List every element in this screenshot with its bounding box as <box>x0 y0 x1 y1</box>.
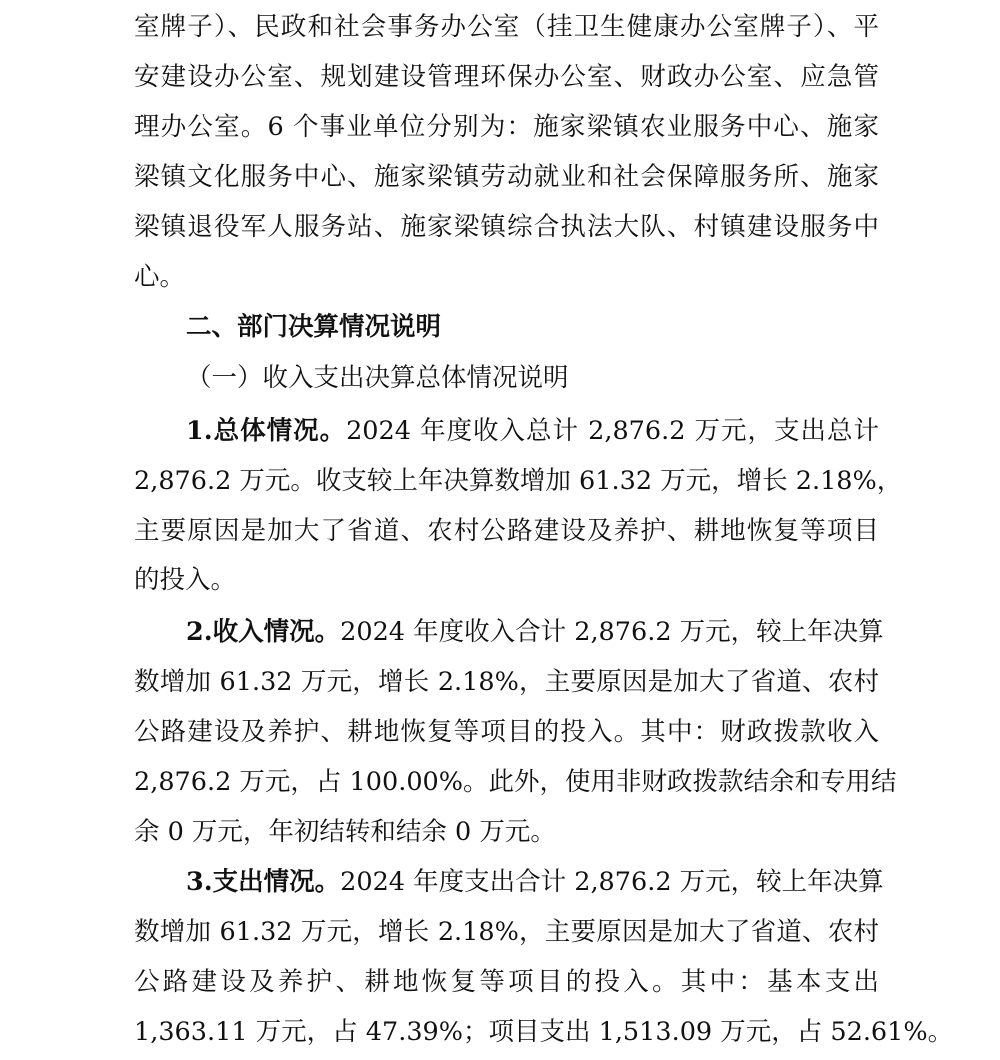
paragraph-line: 的投入。 <box>134 565 237 595</box>
paragraph-line: 理办公室。6 个事业单位分别为：施家梁镇农业服务中心、施家 <box>134 112 879 142</box>
paragraph-line: 心。 <box>134 262 186 292</box>
paragraph-line: 余 0 万元，年初结转和结余 0 万元。 <box>134 817 556 847</box>
paragraph-line: 2,876.2 万元，占 100.00%。此外，使用非财政拨款结余和专用结 <box>134 767 897 797</box>
paragraph-line: 数增加 61.32 万元，增长 2.18%，主要原因是加大了省道、农村 <box>134 667 879 697</box>
item-line <box>186 406 879 456</box>
paragraph-line: 1,363.11 万元，占 47.39%；项目支出 1,513.09 万元，占 52.61%。 <box>134 1017 954 1047</box>
subsection-heading: （一）收入支出决算总体情况说明 <box>186 363 569 393</box>
paragraph-line: 2,876.2 万元。收支较上年决算数增加 61.32 万元，增长 2.18%， <box>134 466 903 496</box>
item-text: 2024 年度收入合计 2,876.2 万元，较上年决算 <box>340 617 884 647</box>
section-heading: 二、部门决算情况说明 <box>186 312 442 342</box>
item-line <box>186 857 884 907</box>
item-lead: 2.收入情况。 <box>186 617 341 647</box>
paragraph-line: 梁镇退役军人服务站、施家梁镇综合执法大队、村镇建设服务中 <box>134 212 879 242</box>
paragraph-line: 数增加 61.32 万元，增长 2.18%，主要原因是加大了省道、农村 <box>134 917 879 947</box>
item-lead: 1.总体情况。 <box>186 416 347 446</box>
paragraph-line: 主要原因是加大了省道、农村公路建设及养护、耕地恢复等项目 <box>134 516 879 546</box>
item-text: 2024 年度收入总计 2,876.2 万元，支出总计 <box>346 416 879 446</box>
paragraph-line: 安建设办公室、规划建设管理环保办公室、财政办公室、应急管 <box>134 62 879 92</box>
paragraph-line: 梁镇文化服务中心、施家梁镇劳动就业和社会保障服务所、施家 <box>134 162 879 192</box>
item-text: 2024 年度支出合计 2,876.2 万元，较上年决算 <box>340 867 884 897</box>
paragraph-line: 室牌子）、民政和社会事务办公室（挂卫生健康办公室牌子）、平 <box>134 12 879 42</box>
paragraph-line: 公路建设及养护、耕地恢复等项目的投入。其中：基本支出 <box>134 967 879 997</box>
paragraph-line: 公路建设及养护、耕地恢复等项目的投入。其中：财政拨款收入 <box>134 717 879 747</box>
item-lead: 3.支出情况。 <box>186 867 341 897</box>
item-line <box>186 607 884 657</box>
